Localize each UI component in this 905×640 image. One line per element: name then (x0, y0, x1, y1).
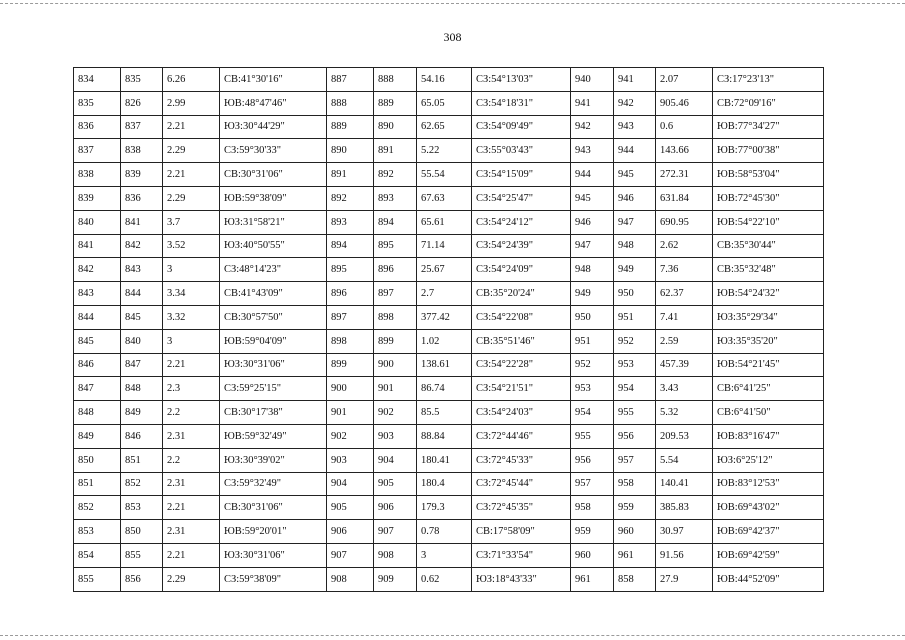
from-point-cell: 888 (327, 91, 374, 115)
from-point-cell: 890 (327, 139, 374, 163)
bearing-cell: ЮВ:77°00'38" (713, 139, 824, 163)
bearing-cell: СЗ:54°25'47" (472, 186, 571, 210)
to-point-cell: 942 (614, 91, 656, 115)
table-row (74, 139, 824, 163)
from-point-cell: 906 (327, 520, 374, 544)
distance-cell: 2.21 (163, 353, 220, 377)
to-point-cell: 941 (614, 68, 656, 92)
distance-cell: 2.29 (163, 139, 220, 163)
from-point-cell: 905 (327, 496, 374, 520)
to-point-cell: 946 (614, 186, 656, 210)
bearing-cell: ЮЗ:30°39'02" (220, 448, 327, 472)
from-point-cell: 837 (74, 139, 121, 163)
to-point-cell: 950 (614, 282, 656, 306)
distance-cell: 690.95 (656, 210, 713, 234)
bearing-cell: ЮЗ:40°50'55" (220, 234, 327, 258)
to-point-cell: 888 (374, 68, 417, 92)
to-point-cell: 837 (121, 115, 163, 139)
to-point-cell: 893 (374, 186, 417, 210)
from-point-cell: 894 (327, 234, 374, 258)
bearing-cell: ЮВ:69°42'37" (713, 520, 824, 544)
to-point-cell: 956 (614, 424, 656, 448)
bearing-cell: СВ:35°32'48" (713, 258, 824, 282)
from-point-cell: 852 (74, 496, 121, 520)
table-row (74, 472, 824, 496)
bearing-cell: ЮВ:72°45'30" (713, 186, 824, 210)
distance-cell: 457.39 (656, 353, 713, 377)
from-point-cell: 843 (74, 282, 121, 306)
to-point-cell: 826 (121, 91, 163, 115)
from-point-cell: 903 (327, 448, 374, 472)
from-point-cell: 845 (74, 329, 121, 353)
distance-cell: 65.05 (417, 91, 472, 115)
distance-cell: 2.07 (656, 68, 713, 92)
to-point-cell: 945 (614, 163, 656, 187)
bearing-cell: ЮВ:58°53'04" (713, 163, 824, 187)
to-point-cell: 953 (614, 353, 656, 377)
bearing-cell: ЮЗ:30°31'06" (220, 543, 327, 567)
distance-cell: 2.62 (656, 234, 713, 258)
table-row (74, 401, 824, 425)
bearing-cell: ЮЗ:18°43'33" (472, 567, 571, 591)
from-point-cell: 958 (571, 496, 614, 520)
from-point-cell: 947 (571, 234, 614, 258)
from-point-cell: 900 (327, 377, 374, 401)
distance-cell: 140.41 (656, 472, 713, 496)
to-point-cell: 943 (614, 115, 656, 139)
bearing-cell: СЗ:72°45'33" (472, 448, 571, 472)
bearing-cell: ЮВ:48°47'46" (220, 91, 327, 115)
from-point-cell: 896 (327, 282, 374, 306)
distance-cell: 86.74 (417, 377, 472, 401)
to-point-cell: 907 (374, 520, 417, 544)
distance-cell: 5.32 (656, 401, 713, 425)
from-point-cell: 952 (571, 353, 614, 377)
distance-cell: 2.99 (163, 91, 220, 115)
from-point-cell: 834 (74, 68, 121, 92)
from-point-cell: 891 (327, 163, 374, 187)
table-row (74, 234, 824, 258)
bearing-cell: ЮВ:54°22'10" (713, 210, 824, 234)
from-point-cell: 889 (327, 115, 374, 139)
from-point-cell: 904 (327, 472, 374, 496)
distance-cell: 5.22 (417, 139, 472, 163)
distance-cell: 54.16 (417, 68, 472, 92)
bearing-cell: СЗ:54°09'49" (472, 115, 571, 139)
from-point-cell: 941 (571, 91, 614, 115)
from-point-cell: 841 (74, 234, 121, 258)
bearing-cell: ЮЗ:31°58'21" (220, 210, 327, 234)
to-point-cell: 897 (374, 282, 417, 306)
bearing-cell: СВ:35°20'24" (472, 282, 571, 306)
bearing-cell: СЗ:54°13'03" (472, 68, 571, 92)
distance-cell: 3 (417, 543, 472, 567)
bearing-cell: ЮВ:59°04'09" (220, 329, 327, 353)
bearing-cell: СЗ:54°22'28" (472, 353, 571, 377)
to-point-cell: 954 (614, 377, 656, 401)
to-point-cell: 856 (121, 567, 163, 591)
distance-cell: 179.3 (417, 496, 472, 520)
table-row (74, 353, 824, 377)
bearing-cell: СВ:41°30'16" (220, 68, 327, 92)
bearing-cell: СВ:72°09'16" (713, 91, 824, 115)
from-point-cell: 836 (74, 115, 121, 139)
table-body (74, 68, 824, 592)
distance-cell: 2.31 (163, 472, 220, 496)
from-point-cell: 842 (74, 258, 121, 282)
table-row (74, 424, 824, 448)
distance-cell: 0.62 (417, 567, 472, 591)
distance-cell: 3.32 (163, 305, 220, 329)
to-point-cell: 949 (614, 258, 656, 282)
from-point-cell: 956 (571, 448, 614, 472)
to-point-cell: 894 (374, 210, 417, 234)
from-point-cell: 955 (571, 424, 614, 448)
from-point-cell: 848 (74, 401, 121, 425)
distance-cell: 55.54 (417, 163, 472, 187)
to-point-cell: 841 (121, 210, 163, 234)
table-row (74, 186, 824, 210)
to-point-cell: 836 (121, 186, 163, 210)
distance-cell: 3 (163, 258, 220, 282)
table-row (74, 543, 824, 567)
to-point-cell: 851 (121, 448, 163, 472)
bearing-cell: ЮВ:83°16'47" (713, 424, 824, 448)
from-point-cell: 850 (74, 448, 121, 472)
bearing-cell: СЗ:54°15'09" (472, 163, 571, 187)
from-point-cell: 838 (74, 163, 121, 187)
bearing-cell: СВ:30°17'38" (220, 401, 327, 425)
distance-cell: 2.2 (163, 448, 220, 472)
bearing-cell: ЮВ:44°52'09" (713, 567, 824, 591)
table-row (74, 305, 824, 329)
distance-cell: 65.61 (417, 210, 472, 234)
to-point-cell: 948 (614, 234, 656, 258)
to-point-cell: 846 (121, 424, 163, 448)
bearing-cell: СВ:30°31'06" (220, 163, 327, 187)
bearing-cell: ЮВ:59°20'01" (220, 520, 327, 544)
to-point-cell: 838 (121, 139, 163, 163)
to-point-cell: 895 (374, 234, 417, 258)
from-point-cell: 945 (571, 186, 614, 210)
bearing-cell: СВ:30°31'06" (220, 496, 327, 520)
bearing-cell: СВ:35°30'44" (713, 234, 824, 258)
table-row (74, 329, 824, 353)
distance-cell: 3.43 (656, 377, 713, 401)
distance-cell: 209.53 (656, 424, 713, 448)
distance-cell: 3.34 (163, 282, 220, 306)
distance-cell: 180.4 (417, 472, 472, 496)
bearing-cell: СЗ:72°45'35" (472, 496, 571, 520)
distance-cell: 88.84 (417, 424, 472, 448)
from-point-cell: 898 (327, 329, 374, 353)
from-point-cell: 942 (571, 115, 614, 139)
to-point-cell: 901 (374, 377, 417, 401)
table-row (74, 210, 824, 234)
from-point-cell: 943 (571, 139, 614, 163)
bearing-cell: ЮЗ:35°29'34" (713, 305, 824, 329)
to-point-cell: 905 (374, 472, 417, 496)
to-point-cell: 850 (121, 520, 163, 544)
from-point-cell: 901 (327, 401, 374, 425)
bearing-cell: СЗ:54°21'51" (472, 377, 571, 401)
from-point-cell: 957 (571, 472, 614, 496)
to-point-cell: 951 (614, 305, 656, 329)
distance-cell: 1.02 (417, 329, 472, 353)
to-point-cell: 853 (121, 496, 163, 520)
from-point-cell: 849 (74, 424, 121, 448)
from-point-cell: 902 (327, 424, 374, 448)
bearing-cell: ЮВ:54°21'45" (713, 353, 824, 377)
to-point-cell: 855 (121, 543, 163, 567)
to-point-cell: 848 (121, 377, 163, 401)
distance-cell: 0.6 (656, 115, 713, 139)
distance-cell: 143.66 (656, 139, 713, 163)
to-point-cell: 961 (614, 543, 656, 567)
to-point-cell: 896 (374, 258, 417, 282)
distance-cell: 2.31 (163, 424, 220, 448)
to-point-cell: 959 (614, 496, 656, 520)
distance-cell: 2.29 (163, 186, 220, 210)
to-point-cell: 847 (121, 353, 163, 377)
to-point-cell: 843 (121, 258, 163, 282)
distance-cell: 3 (163, 329, 220, 353)
distance-cell: 377.42 (417, 305, 472, 329)
distance-cell: 2.59 (656, 329, 713, 353)
from-point-cell: 959 (571, 520, 614, 544)
to-point-cell: 903 (374, 424, 417, 448)
bearing-cell: ЮЗ:35°35'20" (713, 329, 824, 353)
from-point-cell: 954 (571, 401, 614, 425)
distance-cell: 3.7 (163, 210, 220, 234)
bearing-cell: СВ:6°41'25" (713, 377, 824, 401)
to-point-cell: 955 (614, 401, 656, 425)
distance-cell: 62.37 (656, 282, 713, 306)
bearing-cell: ЮВ:83°12'53" (713, 472, 824, 496)
distance-cell: 138.61 (417, 353, 472, 377)
to-point-cell: 906 (374, 496, 417, 520)
distance-cell: 3.52 (163, 234, 220, 258)
from-point-cell: 847 (74, 377, 121, 401)
from-point-cell: 855 (74, 567, 121, 591)
distance-cell: 7.36 (656, 258, 713, 282)
to-point-cell: 892 (374, 163, 417, 187)
distance-cell: 2.7 (417, 282, 472, 306)
table-row (74, 567, 824, 591)
bearing-cell: СЗ:72°45'44" (472, 472, 571, 496)
to-point-cell: 960 (614, 520, 656, 544)
bearing-cell: СЗ:59°30'33" (220, 139, 327, 163)
bearing-cell: СВ:17°58'09" (472, 520, 571, 544)
from-point-cell: 897 (327, 305, 374, 329)
distance-cell: 2.3 (163, 377, 220, 401)
table-row (74, 282, 824, 306)
top-scan-rule (0, 3, 905, 4)
distance-cell: 2.31 (163, 520, 220, 544)
from-point-cell: 949 (571, 282, 614, 306)
boundary-coordinates-table (73, 67, 824, 592)
distance-cell: 2.21 (163, 115, 220, 139)
from-point-cell: 893 (327, 210, 374, 234)
bearing-cell: ЮВ:77°34'27" (713, 115, 824, 139)
to-point-cell: 899 (374, 329, 417, 353)
distance-cell: 385.83 (656, 496, 713, 520)
from-point-cell: 892 (327, 186, 374, 210)
to-point-cell: 909 (374, 567, 417, 591)
from-point-cell: 839 (74, 186, 121, 210)
from-point-cell: 908 (327, 567, 374, 591)
distance-cell: 91.56 (656, 543, 713, 567)
bearing-cell: СЗ:17°23'13" (713, 68, 824, 92)
distance-cell: 905.46 (656, 91, 713, 115)
distance-cell: 5.54 (656, 448, 713, 472)
bearing-cell: СЗ:59°38'09" (220, 567, 327, 591)
to-point-cell: 842 (121, 234, 163, 258)
to-point-cell: 891 (374, 139, 417, 163)
table-row (74, 115, 824, 139)
bearing-cell: СВ:30°57'50" (220, 305, 327, 329)
from-point-cell: 946 (571, 210, 614, 234)
distance-cell: 180.41 (417, 448, 472, 472)
to-point-cell: 852 (121, 472, 163, 496)
bearing-cell: СВ:35°51'46" (472, 329, 571, 353)
table-row (74, 68, 824, 92)
distance-cell: 62.65 (417, 115, 472, 139)
from-point-cell: 840 (74, 210, 121, 234)
to-point-cell: 840 (121, 329, 163, 353)
bearing-cell: СЗ:59°32'49" (220, 472, 327, 496)
distance-cell: 2.2 (163, 401, 220, 425)
to-point-cell: 944 (614, 139, 656, 163)
from-point-cell: 844 (74, 305, 121, 329)
distance-cell: 2.21 (163, 496, 220, 520)
table-row (74, 448, 824, 472)
bearing-cell: ЮВ:59°32'49" (220, 424, 327, 448)
to-point-cell: 908 (374, 543, 417, 567)
distance-cell: 25.67 (417, 258, 472, 282)
page-number: 308 (443, 30, 462, 44)
from-point-cell: 854 (74, 543, 121, 567)
to-point-cell: 900 (374, 353, 417, 377)
bearing-cell: СЗ:48°14'23" (220, 258, 327, 282)
from-point-cell: 940 (571, 68, 614, 92)
distance-cell: 2.29 (163, 567, 220, 591)
bearing-cell: СЗ:54°22'08" (472, 305, 571, 329)
bottom-scan-rule (0, 635, 905, 636)
bearing-cell: ЮВ:59°38'09" (220, 186, 327, 210)
bearing-cell: ЮВ:54°24'32" (713, 282, 824, 306)
table-row (74, 163, 824, 187)
bearing-cell: СЗ:59°25'15" (220, 377, 327, 401)
bearing-cell: СЗ:71°33'54" (472, 543, 571, 567)
to-point-cell: 904 (374, 448, 417, 472)
table-row (74, 520, 824, 544)
bearing-cell: СЗ:54°18'31" (472, 91, 571, 115)
bearing-cell: СЗ:54°24'09" (472, 258, 571, 282)
table-row (74, 377, 824, 401)
from-point-cell: 907 (327, 543, 374, 567)
bearing-cell: СЗ:54°24'12" (472, 210, 571, 234)
bearing-cell: ЮЗ:6°25'12" (713, 448, 824, 472)
from-point-cell: 951 (571, 329, 614, 353)
from-point-cell: 960 (571, 543, 614, 567)
from-point-cell: 835 (74, 91, 121, 115)
to-point-cell: 902 (374, 401, 417, 425)
to-point-cell: 835 (121, 68, 163, 92)
distance-cell: 2.21 (163, 543, 220, 567)
to-point-cell: 845 (121, 305, 163, 329)
bearing-cell: СВ:6°41'50" (713, 401, 824, 425)
from-point-cell: 899 (327, 353, 374, 377)
from-point-cell: 846 (74, 353, 121, 377)
bearing-cell: ЮЗ:30°31'06" (220, 353, 327, 377)
from-point-cell: 961 (571, 567, 614, 591)
distance-cell: 2.21 (163, 163, 220, 187)
bearing-cell: СЗ:54°24'39" (472, 234, 571, 258)
to-point-cell: 957 (614, 448, 656, 472)
distance-cell: 6.26 (163, 68, 220, 92)
distance-cell: 85.5 (417, 401, 472, 425)
to-point-cell: 898 (374, 305, 417, 329)
to-point-cell: 849 (121, 401, 163, 425)
from-point-cell: 944 (571, 163, 614, 187)
to-point-cell: 839 (121, 163, 163, 187)
to-point-cell: 958 (614, 472, 656, 496)
bearing-cell: СВ:41°43'09" (220, 282, 327, 306)
to-point-cell: 947 (614, 210, 656, 234)
from-point-cell: 948 (571, 258, 614, 282)
distance-cell: 71.14 (417, 234, 472, 258)
bearing-cell: ЮЗ:30°44'29" (220, 115, 327, 139)
distance-cell: 67.63 (417, 186, 472, 210)
bearing-cell: ЮВ:69°43'02" (713, 496, 824, 520)
table-row (74, 91, 824, 115)
table-row (74, 258, 824, 282)
to-point-cell: 889 (374, 91, 417, 115)
from-point-cell: 851 (74, 472, 121, 496)
to-point-cell: 890 (374, 115, 417, 139)
from-point-cell: 887 (327, 68, 374, 92)
distance-cell: 30.97 (656, 520, 713, 544)
to-point-cell: 858 (614, 567, 656, 591)
from-point-cell: 950 (571, 305, 614, 329)
bearing-cell: ЮВ:69°42'59" (713, 543, 824, 567)
distance-cell: 272.31 (656, 163, 713, 187)
from-point-cell: 853 (74, 520, 121, 544)
bearing-cell: СЗ:55°03'43" (472, 139, 571, 163)
distance-cell: 0.78 (417, 520, 472, 544)
from-point-cell: 895 (327, 258, 374, 282)
bearing-cell: СЗ:72°44'46" (472, 424, 571, 448)
distance-cell: 7.41 (656, 305, 713, 329)
distance-cell: 27.9 (656, 567, 713, 591)
to-point-cell: 952 (614, 329, 656, 353)
from-point-cell: 953 (571, 377, 614, 401)
bearing-cell: СЗ:54°24'03" (472, 401, 571, 425)
distance-cell: 631.84 (656, 186, 713, 210)
table-row (74, 496, 824, 520)
to-point-cell: 844 (121, 282, 163, 306)
